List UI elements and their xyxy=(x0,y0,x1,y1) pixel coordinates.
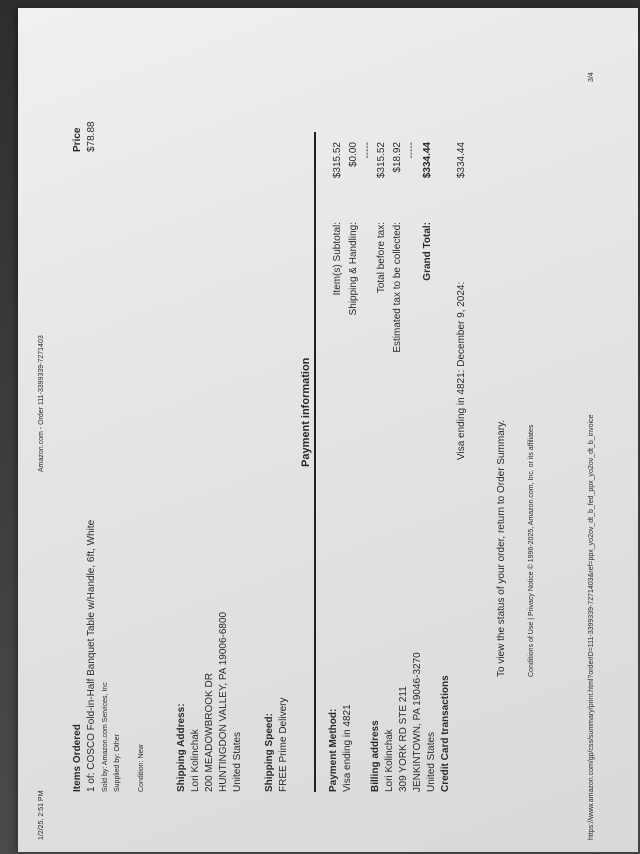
print-datetime: 1/2/25, 2:51 PM xyxy=(38,790,45,840)
page-header-title: Amazon.com - Order 111-3399339-7271403 xyxy=(38,335,45,472)
items-ordered-heading: Items Ordered xyxy=(72,724,83,792)
legal-footer[interactable]: Conditions of Use | Privacy Notice © 1996-2025, Amazon.com, Inc. or its affiliates xyxy=(528,424,535,677)
page-url: https://www.amazon.com/gp/css/summary/print.html?orderID=111-3399339-7271403&ref=ppx_yo2ov_dt_b_fed_ppx_yo2ov_dt_b_invoice xyxy=(588,414,595,840)
summary-value: $18.92 xyxy=(392,142,403,173)
payment-method: Visa ending in 4821 xyxy=(342,704,353,792)
payment-section-title: Payment information xyxy=(300,357,312,467)
summary-label: Total before tax: xyxy=(376,222,387,294)
summary-label: Estimated tax to be collected: xyxy=(392,222,403,353)
condition: Condition: New xyxy=(138,744,145,792)
price-heading: Price xyxy=(72,127,83,152)
summary-value: $315.52 xyxy=(376,142,387,179)
sold-by: Sold by: Amazon.com Services, Inc xyxy=(102,682,109,792)
billing-address-line: JENKINTOWN, PA 19046-3270 xyxy=(412,652,423,792)
billing-address-line: 309 YORK RD STE 211 xyxy=(398,686,409,792)
shipping-address-line: HUNTINGDON VALLEY, PA 19006-6800 xyxy=(218,611,229,792)
summary-label: Item(s) Subtotal: xyxy=(332,222,343,296)
shipping-speed-heading: Shipping Speed: xyxy=(264,713,275,792)
supplied-by: Supplied by: Other xyxy=(114,734,121,792)
summary-value: $0.00 xyxy=(348,142,359,168)
billing-address-line: United States xyxy=(426,731,437,792)
grand-total-value: $334.44 xyxy=(422,142,433,179)
order-summary-note[interactable]: To view the status of your order, return to Order Summary. xyxy=(496,419,507,677)
item-price: $78.88 xyxy=(86,121,97,152)
shipping-address-heading: Shipping Address: xyxy=(176,703,187,792)
item-line: 1 of: COSCO Fold-in-Half Banquet Table w/Handle, 6ft, White xyxy=(86,519,97,792)
payment-section-rule xyxy=(314,132,316,792)
summary-label: Shipping & Handling: xyxy=(348,222,359,316)
page-number: 3/4 xyxy=(588,72,595,82)
grand-total-label: Grand Total: xyxy=(422,222,433,281)
summary-separator: ----- xyxy=(406,142,417,159)
summary-value: $315.52 xyxy=(332,142,343,179)
payment-method-heading: Payment Method: xyxy=(328,708,339,792)
transaction-label: Visa ending in 4821: December 9, 2024: xyxy=(456,281,467,460)
billing-address-heading: Billing address xyxy=(370,720,381,792)
shipping-address-line: 200 MEADOWBROOK DR xyxy=(204,673,215,792)
transaction-value: $334.44 xyxy=(456,142,467,179)
shipping-speed: FREE Prime Delivery xyxy=(278,697,289,792)
invoice-page xyxy=(18,8,638,852)
shipping-address-line: United States xyxy=(232,731,243,792)
transactions-heading: Credit Card transactions xyxy=(440,675,451,792)
billing-address-line: Lori Kolinchak xyxy=(384,729,395,792)
summary-separator: ----- xyxy=(362,142,373,159)
shipping-address-line: Lori Kolinchak xyxy=(190,729,201,792)
